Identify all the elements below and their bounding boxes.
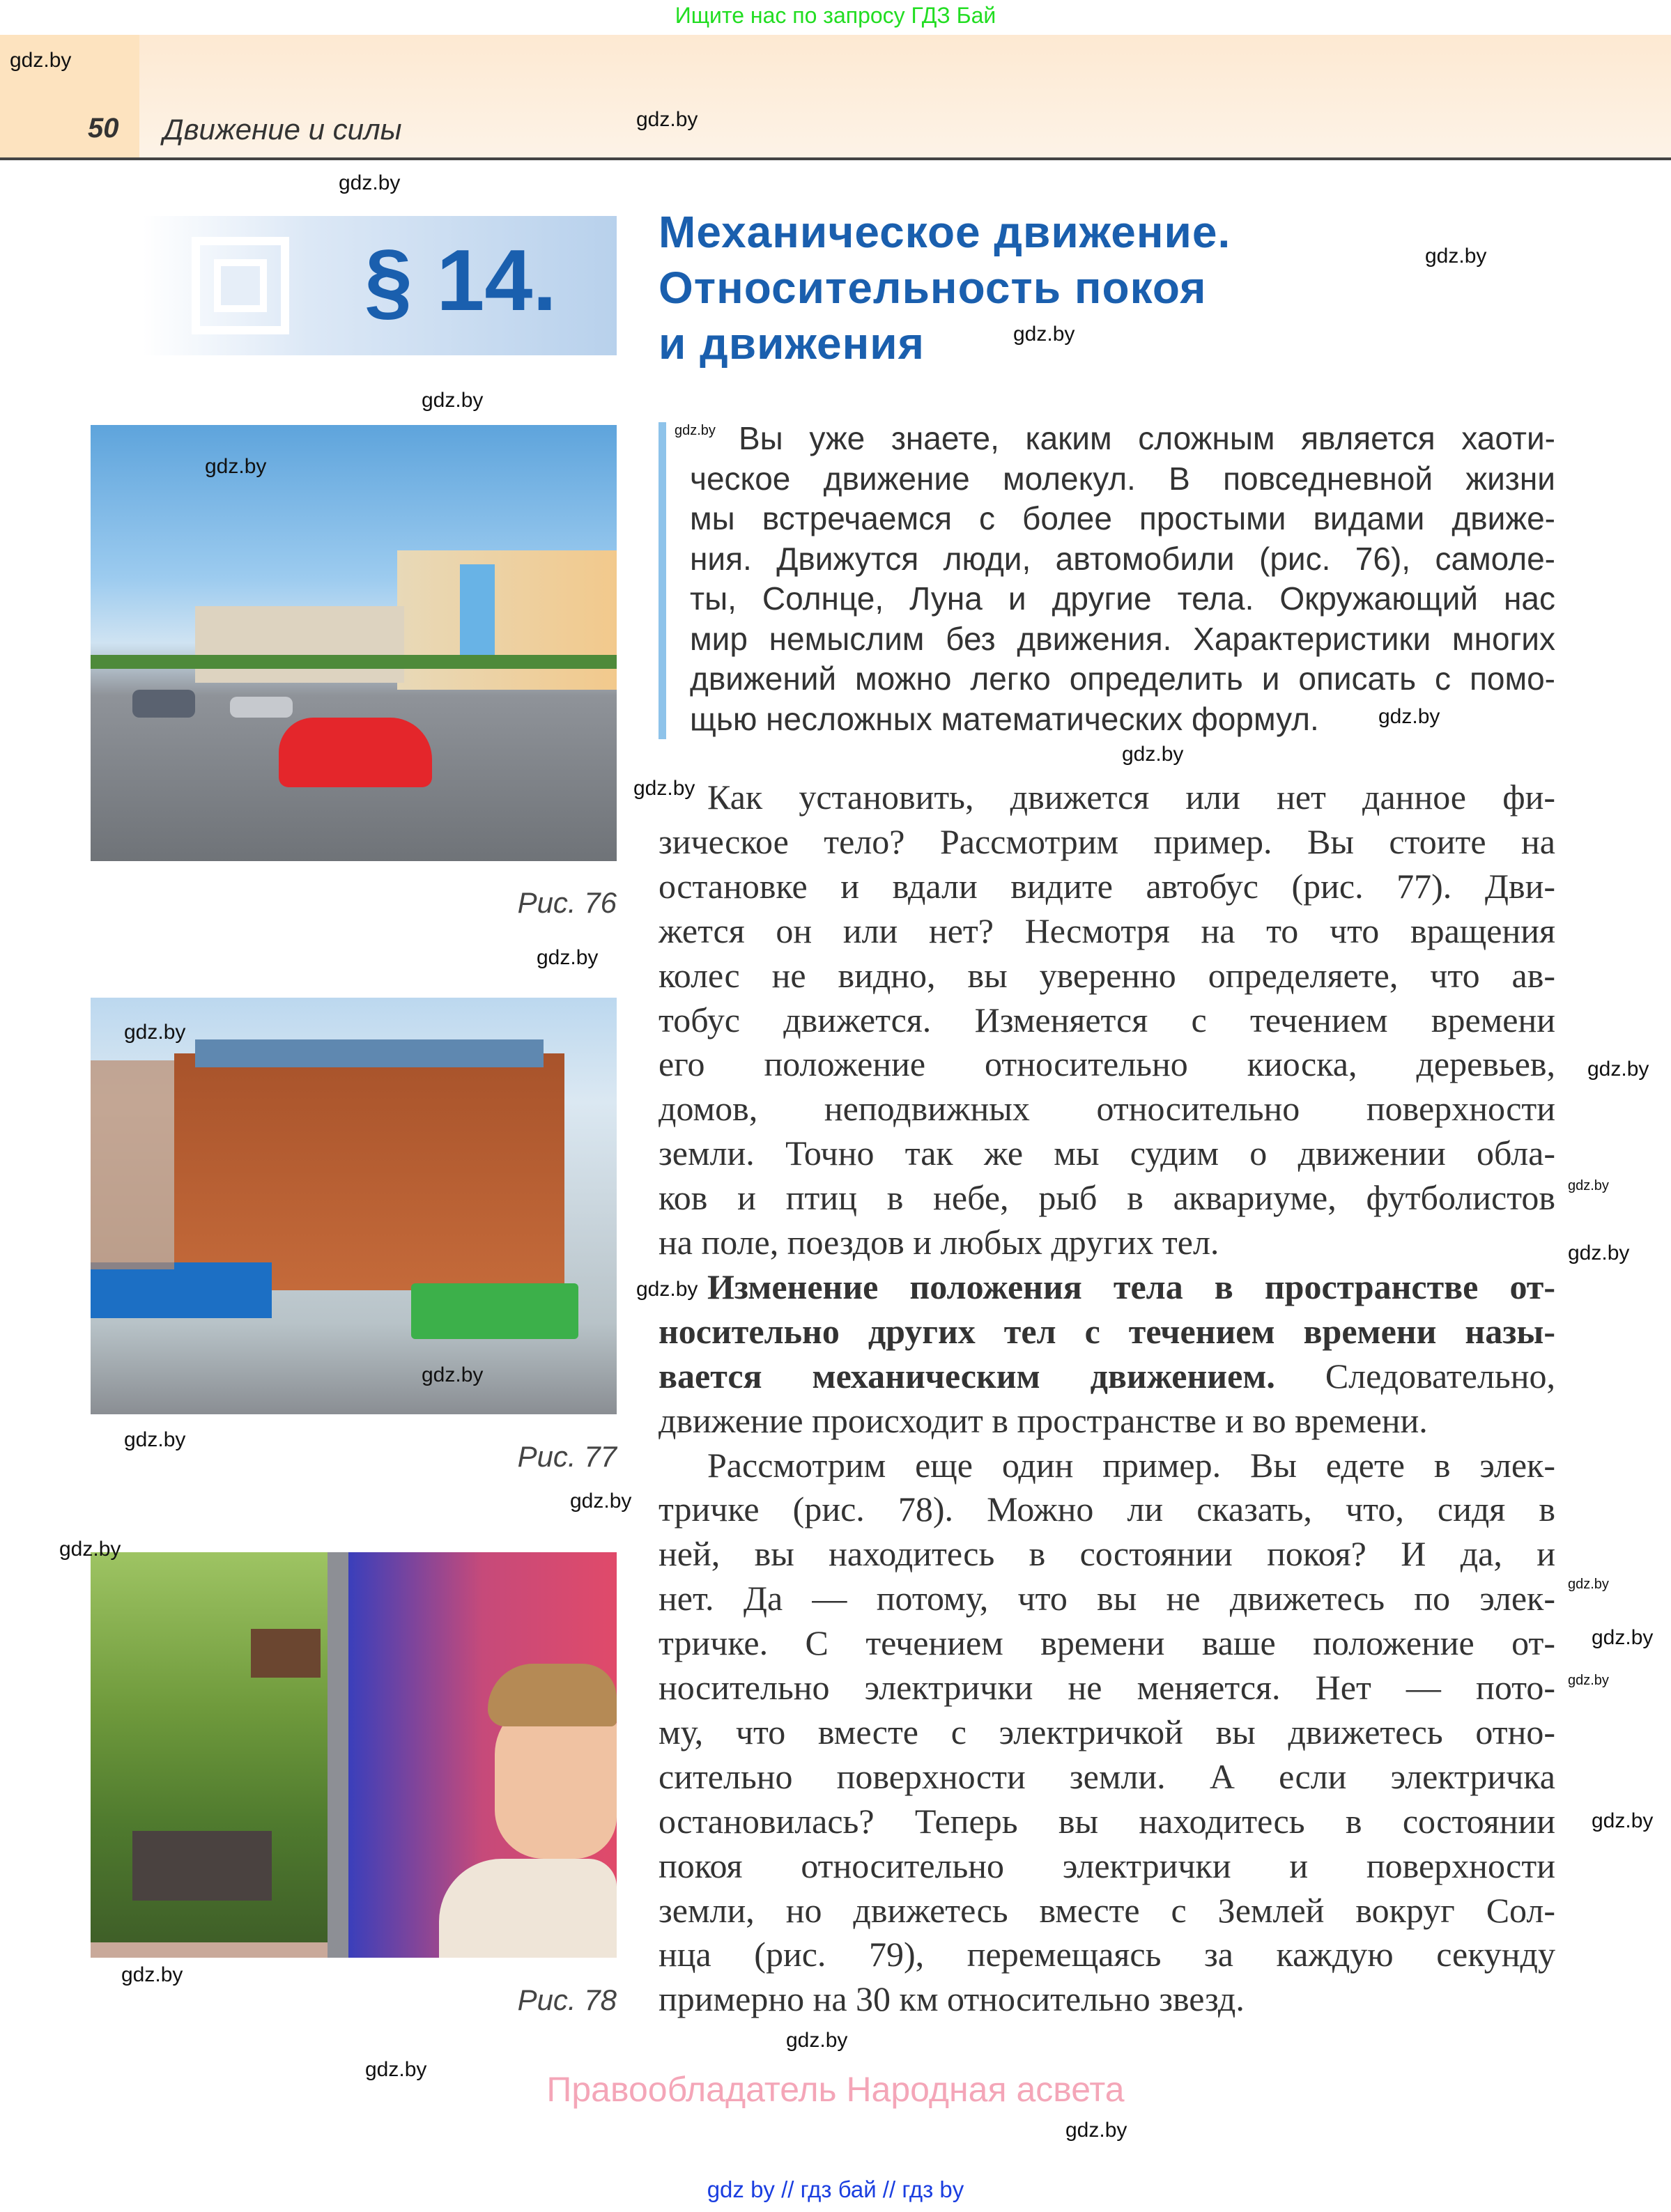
body-line: [659, 775, 1555, 819]
watermark-text: gdz.by: [1122, 743, 1184, 766]
intro-line: мы встречаемся с более простыми видами движе-: [690, 500, 1555, 536]
watermark-text: gdz.by: [205, 455, 267, 478]
watermark-text: gdz.by: [636, 108, 698, 131]
figure-76-caption: Рис. 76: [517, 886, 617, 919]
bold-definition-text: носительно других тел с течением времени назы-: [659, 1311, 1555, 1351]
body-text-span: остановке и вдали видите автобус (рис. 77). Дви-: [659, 866, 1555, 906]
watermark-text: gdz.by: [124, 1428, 186, 1451]
footer-links[interactable]: gdz by // гдз бай // гдз by: [707, 2176, 964, 2202]
copyright-owner: Правообладатель Народная асвета: [546, 2070, 1125, 2109]
body-text-span: Рассмотрим еще один пример. Вы едете в элек-: [707, 1445, 1555, 1485]
intro-line: ния. Движутся люди, автомобили (рис. 76), самоле-: [690, 540, 1555, 577]
body-text-span: сительно поверхности земли. А если электричка: [659, 1756, 1555, 1796]
watermark-text: gdz.by: [339, 171, 401, 194]
watermark-text: gdz.by: [1568, 1242, 1630, 1264]
watermark-text: gdz.by: [786, 2029, 848, 2052]
body-line: [659, 1576, 1555, 1621]
body-line: [659, 1086, 1555, 1131]
watermark-text: gdz.by: [1587, 1058, 1649, 1081]
watermark-text: gdz.by: [121, 1963, 183, 1986]
body-line: [659, 1710, 1555, 1754]
intro-line: Вы уже знаете, каким сложным является хаоти-: [739, 420, 1555, 456]
body-text-span: примерно на 30 км относительно звезд.: [659, 1979, 1245, 2019]
section-number-box: [143, 216, 617, 355]
section-title-line: Относительность покоя: [659, 263, 1207, 313]
watermark-text: gdz.by: [422, 1363, 484, 1386]
chapter-title: Движение и силы: [163, 113, 402, 146]
body-line: [659, 1042, 1555, 1086]
page-number: 50: [88, 113, 119, 144]
body-text-span: движение происходит в пространстве и во времени.: [659, 1400, 1428, 1440]
body-text-span: земли. Точно так же мы судим о движении обла-: [659, 1134, 1555, 1173]
body-line: [659, 1977, 1555, 2021]
figure-78-caption: Рис. 78: [517, 1983, 617, 2016]
watermark-text: gdz.by: [570, 1490, 632, 1513]
body-text-span: зическое тело? Рассмотрим пример. Вы стоите на: [659, 821, 1555, 861]
section-title-line: и движения: [659, 318, 925, 369]
body-text-span: его положение относительно киоска, деревьев,: [659, 1044, 1555, 1084]
body-line: [659, 1621, 1555, 1665]
watermark-text: gdz.by: [10, 49, 72, 72]
watermark-text: gdz.by: [675, 423, 716, 438]
body-text-span: нет. Да — потому, что вы не движетесь по элек-: [659, 1579, 1555, 1618]
body-line: [659, 1754, 1555, 1799]
body-line: [659, 908, 1555, 953]
watermark-text: gdz.by: [537, 946, 599, 969]
body-text-span: на поле, поездов и любых других тел.: [659, 1223, 1219, 1262]
body-line: [659, 864, 1555, 908]
body-line: [659, 1398, 1555, 1443]
intro-line: ческое движение молекул. В повседневной жизни: [690, 460, 1555, 497]
square-target-icon: [192, 237, 289, 334]
body-line: [659, 1264, 1555, 1309]
body-text-span: земли, но движетесь вместе с Землей вокруг Сол-: [659, 1890, 1555, 1930]
body-line: [659, 998, 1555, 1042]
intro-line: мир немыслим без движения. Характеристики многих: [690, 620, 1555, 657]
watermark-text: gdz.by: [1568, 1577, 1609, 1592]
watermark-text: gdz.by: [1592, 1626, 1654, 1649]
bold-definition-text: Изменение положения тела в пространстве от-: [707, 1267, 1555, 1306]
body-text-span: ков и птиц в небе, рыб в аквариуме, футболистов: [659, 1178, 1555, 1218]
body-line: [659, 1354, 1555, 1398]
body-text-span: тричке (рис. 78). Можно ли сказать, что, сидя в: [659, 1490, 1555, 1529]
body-text-span: носительно электрички не меняется. Нет — пото-: [659, 1668, 1555, 1707]
section-number: § 14.: [364, 233, 557, 329]
intro-line: щью несложных математических формул.: [690, 700, 1319, 737]
body-line: [659, 1531, 1555, 1576]
watermark-text: gdz.by: [1425, 245, 1487, 268]
body-text-span: ней, вы находитесь в состоянии покоя? И да, и: [659, 1534, 1555, 1574]
body-text-span: Следовательно,: [1275, 1356, 1555, 1395]
body-text-span: жется он или нет? Несмотря на то что вращения: [659, 911, 1555, 950]
figure-78-train-window-photo: [91, 1552, 617, 1958]
body-line: [659, 1131, 1555, 1175]
body-line: [659, 1175, 1555, 1220]
watermark-text: gdz.by: [633, 777, 695, 800]
watermark-text: gdz.by: [1568, 1673, 1609, 1688]
watermark-text: gdz.by: [59, 1538, 121, 1561]
watermark-text: gdz.by: [1065, 2119, 1127, 2142]
body-text-span: тричке. С течением времени ваше положение от-: [659, 1623, 1555, 1663]
body-text-span: му, что вместе с электричкой вы движетесь отно-: [659, 1712, 1555, 1751]
body-line: [659, 1443, 1555, 1487]
figure-77-building-photo: [91, 998, 617, 1414]
body-line: [659, 819, 1555, 864]
body-text-span: нца (рис. 79), перемещаясь за каждую секунду: [659, 1935, 1555, 1974]
section-title-line: Механическое движение.: [659, 207, 1231, 257]
intro-accent-bar: [659, 422, 666, 739]
watermark-text: gdz.by: [422, 389, 484, 412]
watermark-text: gdz.by: [365, 2058, 427, 2081]
body-line: [659, 1487, 1555, 1531]
body-line: [659, 1665, 1555, 1710]
body-line: [659, 1843, 1555, 1888]
figure-76-street-photo: [91, 425, 617, 861]
watermark-text: gdz.by: [1013, 323, 1075, 346]
body-text-span: остановилась? Теперь вы находитесь в состоянии: [659, 1801, 1555, 1841]
watermark-text: gdz.by: [1568, 1178, 1609, 1193]
body-line: [659, 1309, 1555, 1354]
body-line: [659, 1888, 1555, 1933]
body-line: [659, 953, 1555, 998]
watermark-text: gdz.by: [1592, 1809, 1654, 1832]
body-line: [659, 1799, 1555, 1843]
intro-line: движений можно легко определить и описать с помо-: [690, 660, 1555, 697]
page-header: [0, 35, 1671, 160]
watermark-text: gdz.by: [124, 1021, 186, 1044]
figure-77-caption: Рис. 77: [517, 1440, 617, 1473]
bold-definition-text: вается механическим движением.: [659, 1356, 1275, 1395]
body-line: [659, 1220, 1555, 1264]
watermark-text: gdz.by: [636, 1278, 698, 1301]
body-text-span: домов, неподвижных относительно поверхности: [659, 1089, 1555, 1129]
watermark-text: gdz.by: [1378, 705, 1440, 728]
body-text-span: колес не видно, вы уверенно определяете, что ав-: [659, 955, 1555, 995]
body-text-span: покоя относительно электрички и поверхности: [659, 1846, 1555, 1885]
search-banner: Ищите нас по запросу ГДЗ Бай: [675, 3, 996, 28]
intro-line: ты, Солнце, Луна и другие тела. Окружающий нас: [690, 580, 1555, 617]
body-text-span: тобус движется. Изменяется с течением времени: [659, 1000, 1555, 1039]
body-text-span: Как установить, движется или нет данное фи-: [707, 778, 1555, 817]
body-line: [659, 1932, 1555, 1977]
